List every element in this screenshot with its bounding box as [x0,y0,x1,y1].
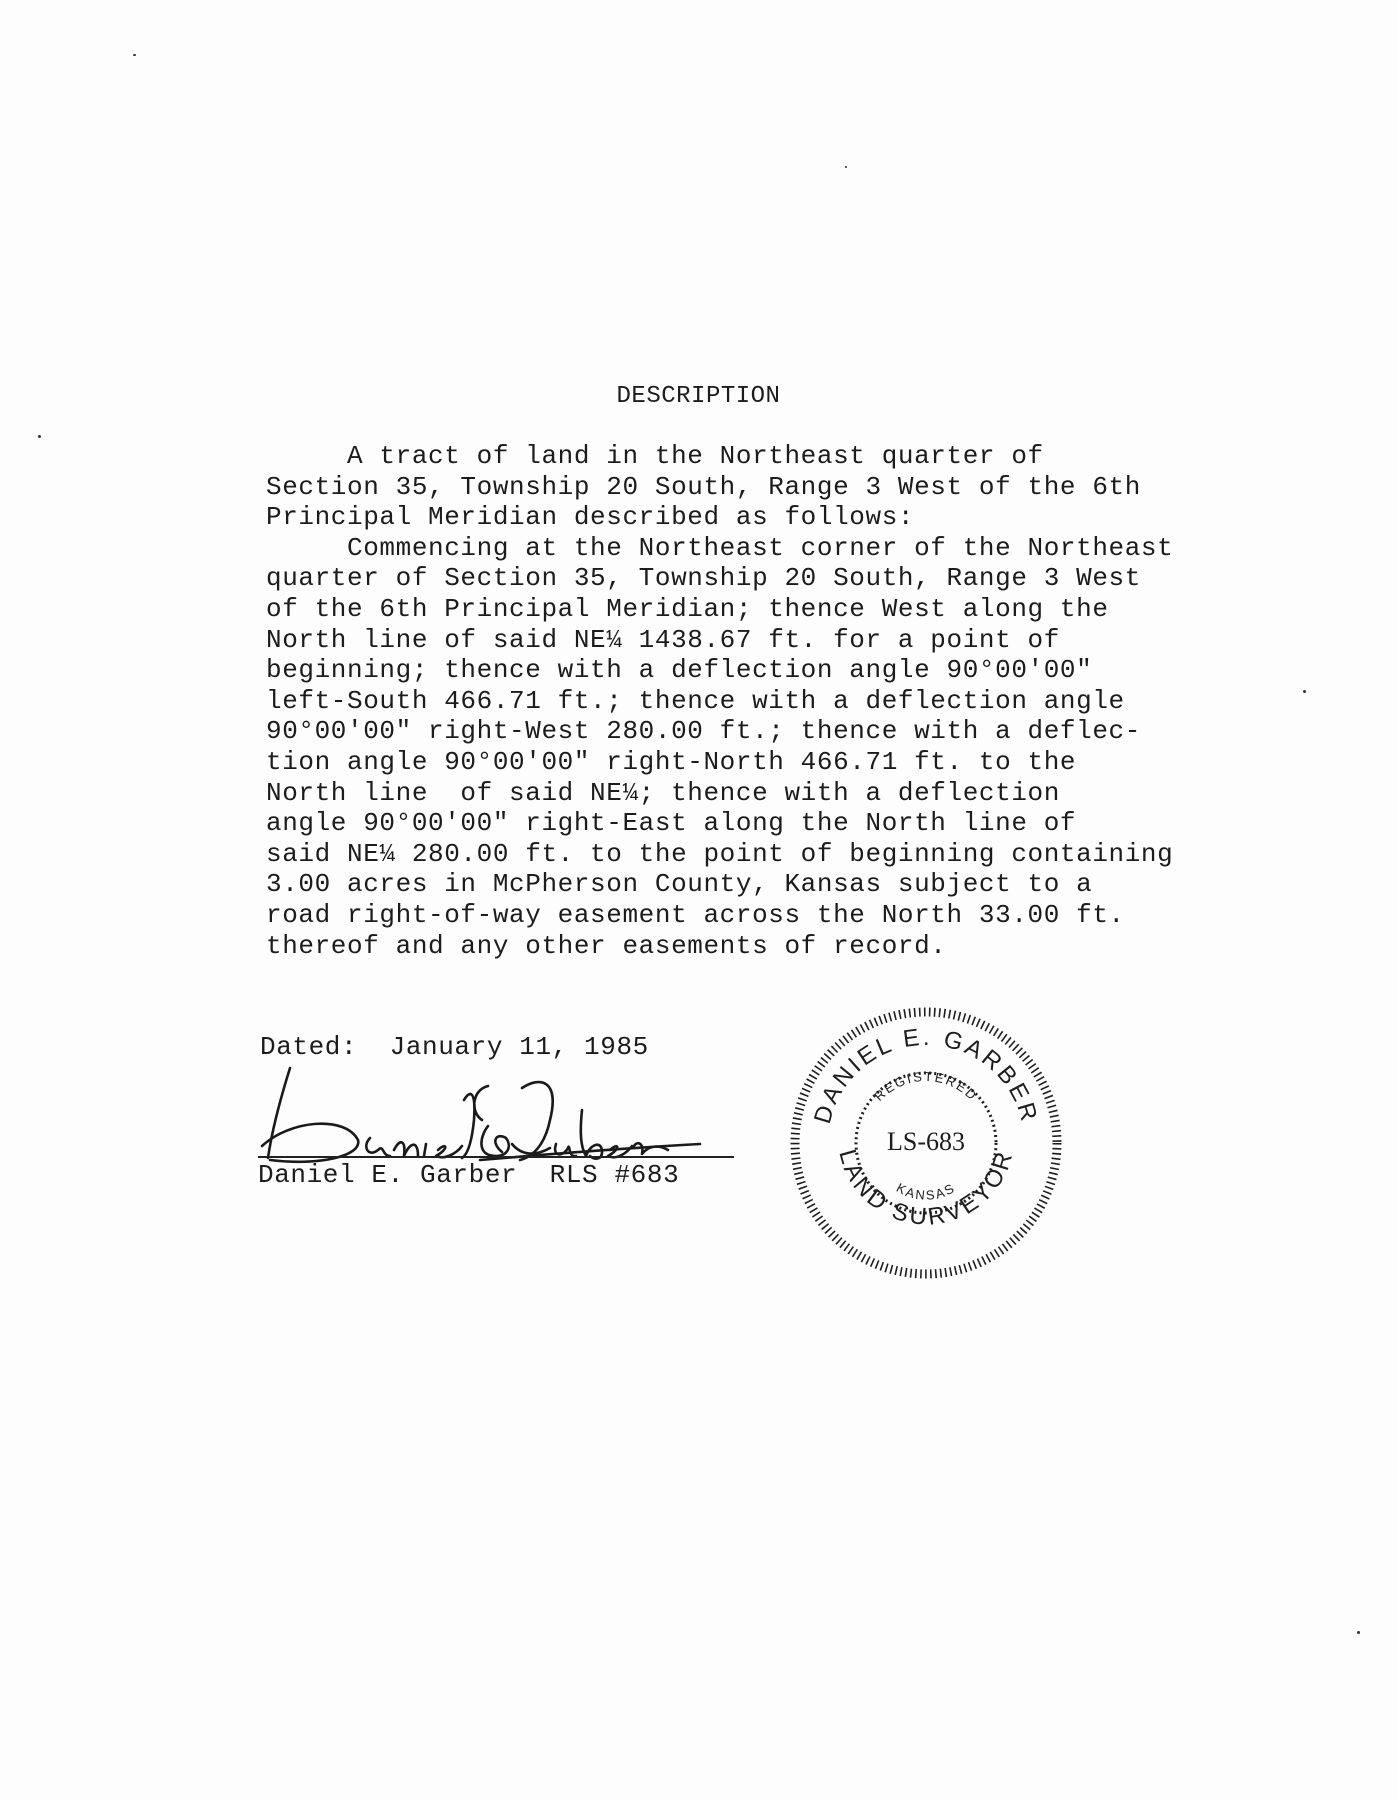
description-line: road right-of-way easement across the North 33.00 ft. [266,899,1125,930]
scan-speck [1357,1631,1360,1634]
seal-state: KANSAS [893,1179,959,1203]
description-line: said NE¼ 280.00 ft. to the point of beginning containing [266,838,1174,869]
description-line: Section 35, Township 20 South, Range 3 West of the 6th [266,471,1141,502]
scan-speck [133,54,136,56]
seal-name: DANIEL E. GARBER [808,1023,1044,1127]
document-title: DESCRIPTION [616,383,781,410]
svg-text:REGISTERED [871,1069,980,1104]
date-value: January 11, 1985 [389,1032,649,1062]
signer-line [258,1160,679,1190]
description-line: 90°00'00" right-West 280.00 ft.; thence with a deflec- [266,716,1141,747]
dated-label: Dated: [260,1032,358,1062]
seal-title: LAND SURVEYOR [833,1146,1019,1231]
description-line: Commencing at the Northeast corner of the Northeast [266,532,1174,563]
description-line: beginning; thence with a deflection angle 90°00'00" [266,655,1093,686]
handwritten-signature [250,1060,720,1170]
description-line: 3.00 acres in McPherson County, Kansas subject to a [266,869,1093,900]
description-line: tion angle 90°00'00" right-North 466.71 ft. to the [266,746,1077,777]
seal-registered: REGISTERED [871,1068,981,1104]
description-line: Principal Meridian described as follows: [266,502,915,533]
description-line: quarter of Section 35, Township 20 South, Range 3 West [266,563,1141,594]
description-line: A tract of land in the Northeast quarter of [266,441,1044,471]
scan-speck [38,435,41,438]
scan-speck [1303,690,1306,693]
signer-name: Daniel E. Garber [258,1160,518,1190]
legal-description [266,441,1266,961]
description-line: left-South 466.71 ft.; thence with a deflection angle [266,685,1125,716]
description-line: angle 90°00'00" right-East along the North line of [266,808,1077,839]
svg-text:KANSAS [894,1180,958,1203]
description-line: of the 6th Principal Meridian; thence West along the [266,593,1109,624]
dated-line [260,1032,649,1062]
signature-line [258,1156,734,1158]
surveyor-seal [788,1005,1064,1281]
description-line: North line of said NE¼; thence with a deflection [266,777,1060,808]
scan-speck [845,166,847,168]
seal-license: LS-683 [887,1127,965,1156]
description-line: thereof and any other easements of record. [266,930,947,961]
description-line: North line of said NE¼ 1438.67 ft. for a point of [266,624,1060,655]
signer-credential: RLS #683 [549,1160,680,1190]
